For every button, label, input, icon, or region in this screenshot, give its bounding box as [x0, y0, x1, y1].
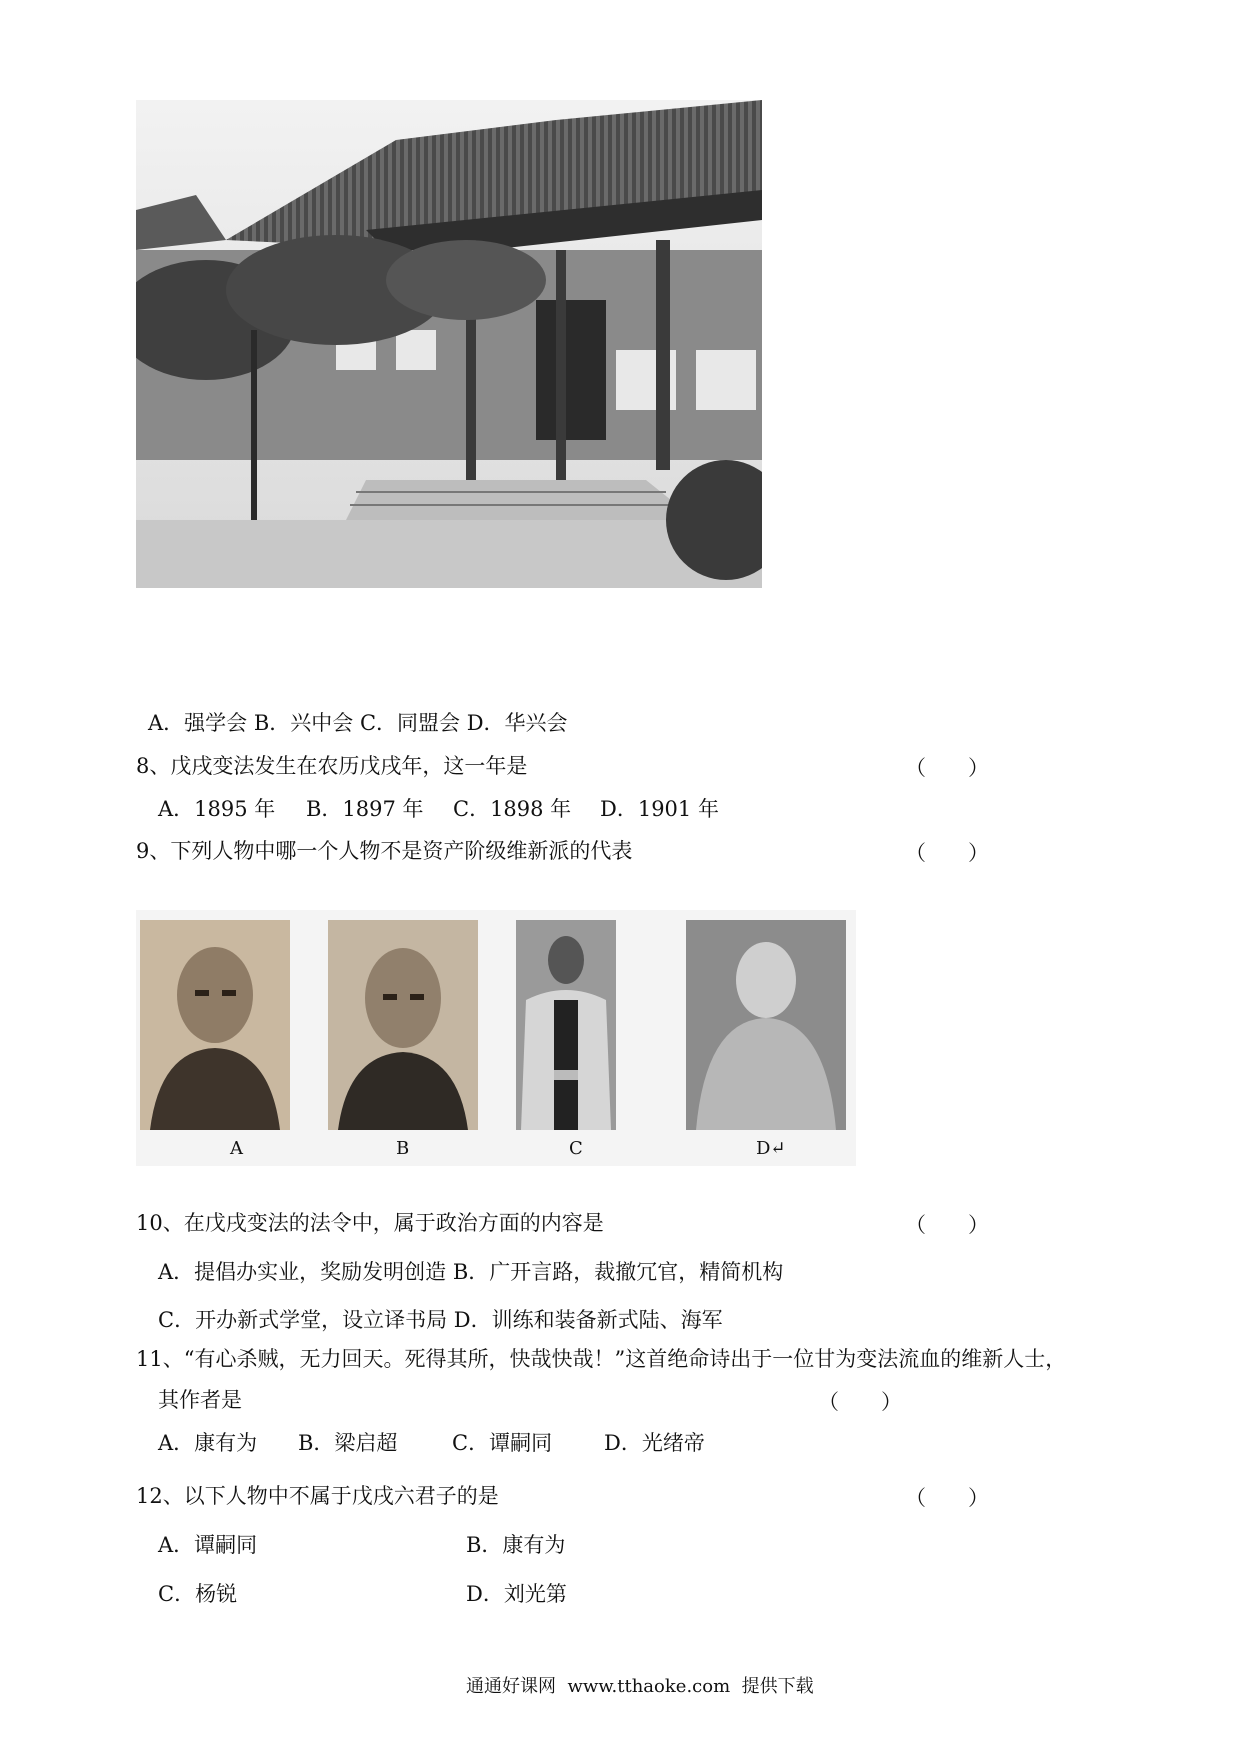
- q12-stem: 12、以下人物中不属于戊戌六君子的是: [136, 1484, 499, 1508]
- q8-stem: 8、戊戌变法发生在农历戊戌年，这一年是: [136, 754, 528, 778]
- q8-option-a: A．1895 年: [158, 797, 276, 821]
- q12-option-b: B．康有为: [466, 1533, 566, 1557]
- q7-options: A．强学会 B．兴中会 C．同盟会 D．华兴会: [148, 711, 568, 735]
- q11-option-d: D．光绪帝: [604, 1431, 705, 1455]
- q8-option-d: D．1901 年: [600, 797, 719, 821]
- q10-options-line2: C．开办新式学堂，设立译书局 D．训练和装备新式陆、海军: [158, 1308, 723, 1332]
- portrait-a: [140, 920, 290, 1130]
- q11-option-c: C．谭嗣同: [452, 1431, 553, 1455]
- portrait-c: [516, 920, 616, 1130]
- q8-answer-bracket[interactable]: （ ）: [905, 756, 989, 780]
- q12-option-c: C．杨锐: [158, 1582, 238, 1606]
- q11-answer-bracket[interactable]: （ ）: [818, 1390, 902, 1414]
- q10-answer-bracket[interactable]: （ ）: [905, 1213, 989, 1237]
- q9-stem: 9、下列人物中哪一个人物不是资产阶级维新派的代表: [136, 839, 633, 863]
- q11-stem: 11、“有心杀贼，无力回天。死得其所，快哉快哉！”这首绝命诗出于一位甘为变法流血的维新人士，: [136, 1347, 1067, 1371]
- q8-option-c: C．1898 年: [453, 797, 572, 821]
- portrait-strip: [136, 910, 856, 1166]
- portrait-b: [328, 920, 478, 1130]
- page-footer: 通通好课网 www.tthaoke.com 提供下载: [466, 1676, 814, 1697]
- portrait-d: [686, 920, 846, 1130]
- q8-option-b: B．1897 年: [306, 797, 424, 821]
- portrait-label-d: D↵: [756, 1138, 786, 1159]
- q11-option-b: B．梁启超: [298, 1431, 398, 1455]
- q9-answer-bracket[interactable]: （ ）: [905, 841, 989, 865]
- portrait-label-b: B: [396, 1138, 410, 1159]
- q11-option-a: A．康有为: [158, 1431, 258, 1455]
- q12-answer-bracket[interactable]: （ ）: [905, 1486, 989, 1510]
- q12-option-a: A．谭嗣同: [158, 1533, 258, 1557]
- q12-option-d: D．刘光第: [466, 1582, 567, 1606]
- portrait-label-a: A: [230, 1138, 243, 1159]
- q10-options-line1: A．提倡办实业，奖励发明创造 B．广开言路，裁撤冗官，精简机构: [158, 1260, 784, 1284]
- building-photo: [136, 100, 762, 588]
- portrait-label-c: C: [569, 1138, 583, 1159]
- q10-stem: 10、在戊戌变法的法令中，属于政治方面的内容是: [136, 1211, 604, 1235]
- q11-stem-continued: 其作者是: [158, 1388, 242, 1412]
